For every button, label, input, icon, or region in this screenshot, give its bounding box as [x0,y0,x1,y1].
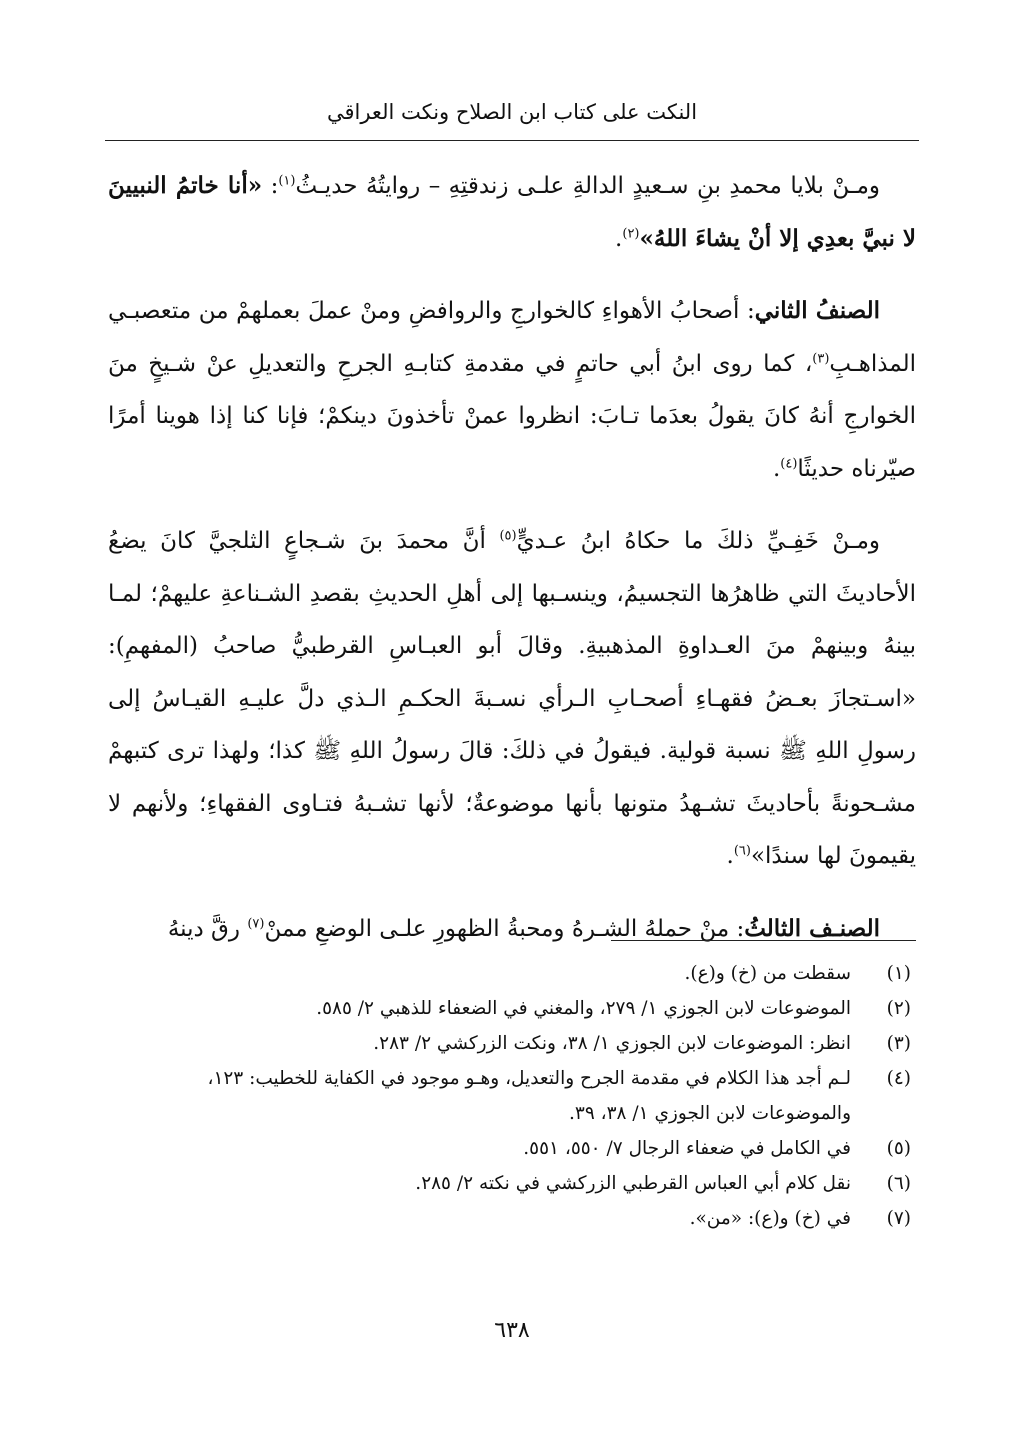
header-rule [105,140,919,141]
paragraph [108,160,916,265]
paragraph [108,903,916,956]
text-run: : أصحابُ الأهواءِ كالخوارجِ والروافضِ ومنْ عملَ بعملهمْ من متعصبـي المذاهـبِ [108,298,916,377]
paragraph [108,515,916,883]
bold-text: الصنفُ الثاني [754,297,880,324]
running-head: النكت على كتاب ابن الصلاح ونكت العراقي [326,100,698,124]
footnote [108,1061,916,1131]
text-run: : منْ حملهُ الشـرهُ ومحبةُ الظهورِ علـى الوضعِ ممنْ [264,915,745,942]
footnote [108,1131,916,1166]
text-run: : [262,173,279,199]
footnote-text: الموضوعات لابن الجوزي ١/ ٢٧٩، والمغني في الضعفاء للذهبي ٢/ ٥٨٥. [316,998,851,1019]
footnote-text: سقطت من (خ) و(ع). [684,963,851,984]
text-run: ، كما روى ابنُ أبي حاتمٍ في مقدمةِ كتابـهِ الجرحِ والتعديلِ عنْ شـيخٍ منَ الخوارجِ أنهُ كانَ يقولُ بعدَما تـابَ: انظروا عمنْ تأخذونَ دينكمْ؛ فإنا كنا إذا هوينا أمرًا صيّرناه حديثًا [108,350,916,482]
footnote-text: نقل كلام أبي العباس القرطبي الزركشي في نكته ٢/ ٢٨٥. [415,1173,851,1194]
text-run: . [726,843,734,869]
text-run: رقَّ دينهُ [167,915,248,942]
footnote-ref[interactable]: (٣) [812,350,830,366]
footnote-ref[interactable]: (٥) [499,528,517,544]
footnote-number: (٧) [886,1208,911,1229]
footnote-number: (١) [886,963,911,984]
bold-text: الصنـف الثالثُ [744,914,880,942]
footnote [108,1166,916,1201]
footnote-text: في الكامل في ضعفاء الرجال ٧/ ٥٥٠، ٥٥١. [523,1138,851,1159]
footnote [108,956,916,991]
text-run: ومـنْ بلايا محمدِ بنِ سـعيدٍ الدالةِ علـى زندقتِهِ – روايتُهُ حديـثُ [295,173,880,199]
text-run: . [615,225,623,252]
text-run: أنَّ محمدَ بنَ شـجاعٍ الثلجيَّ كانَ يضعُ الأحاديثَ التي ظاهرُها التجسيمُ، وينسـبها إلى أهلِ الحديثِ بقصدِ الشـناعةِ عليهمْ؛ لمـا بينهُ وبينهمْ منَ العـداوةِ المذهبيةِ. وقالَ أبو العبـاسِ القرطبيُّ صاحبُ (المفهمِ): «اسـتجازَ بعـضُ فقهـاءِ أصحـابِ الـرأي نسـبةَ الحكـمِ الـذي دلَّ عليـهِ القيـاسُ إلى رسولِ اللهِ ﷺ نسبة قولية. فيقولُ في ذلكَ: قالَ رسولُ اللهِ ﷺ كذا؛ ولهذا ترى كتبهمْ مشـحونةً بأحاديثَ تشـهدُ متونها بأنها موضوعةٌ؛ لأنها تشـبهُ فتـاوى الفقهاءِ؛ ولأنهم لا يقيمونَ لها سندًا» [108,528,916,869]
main-text [108,160,916,955]
footnote-number: (٤) [886,1068,911,1089]
footnote-number: (٢) [886,998,911,1019]
text-run: . [772,455,781,482]
paragraph [108,285,916,495]
page-number: ٦٣٨ [494,1318,530,1343]
footnote-ref[interactable]: (٧) [247,915,265,931]
footnote-ref[interactable]: (٦) [733,843,751,859]
footnote-ref[interactable]: (١) [278,173,296,189]
footnote [108,1201,916,1236]
footnote-number: (٥) [886,1138,911,1159]
footnote-separator [611,940,916,941]
footnote [108,991,916,1026]
footnote-text: انظر: الموضوعات لابن الجوزي ١/ ٣٨، ونكت الزركشي ٢/ ٢٨٣. [373,1033,851,1054]
footnote-number: (٣) [886,1033,911,1054]
footnote-number: (٦) [886,1173,911,1194]
bold-text: «أنا خاتمُ النبيينَ لا نبيَّ بعدِي إلا أنْ يشاءَ اللهُ» [108,172,916,252]
footnotes [108,956,916,1236]
footnote [108,1026,916,1061]
footnote-text: في (خ) و(ع): «من». [689,1208,851,1229]
footnote-ref[interactable]: (٢) [622,225,640,241]
text-run: ومـنْ خَفِـيِّ ذلكَ ما حكاهُ ابنُ عـديٍّ [516,528,880,554]
footnote-ref[interactable]: (٤) [780,455,798,471]
footnote-text: لـم أجد هذا الكلام في مقدمة الجرح والتعديل، وهـو موجود في الكفاية للخطيب: ١٢٣، والموضوعات لابن الجوزي ١/ ٣٨، ٣٩. [207,1068,851,1124]
